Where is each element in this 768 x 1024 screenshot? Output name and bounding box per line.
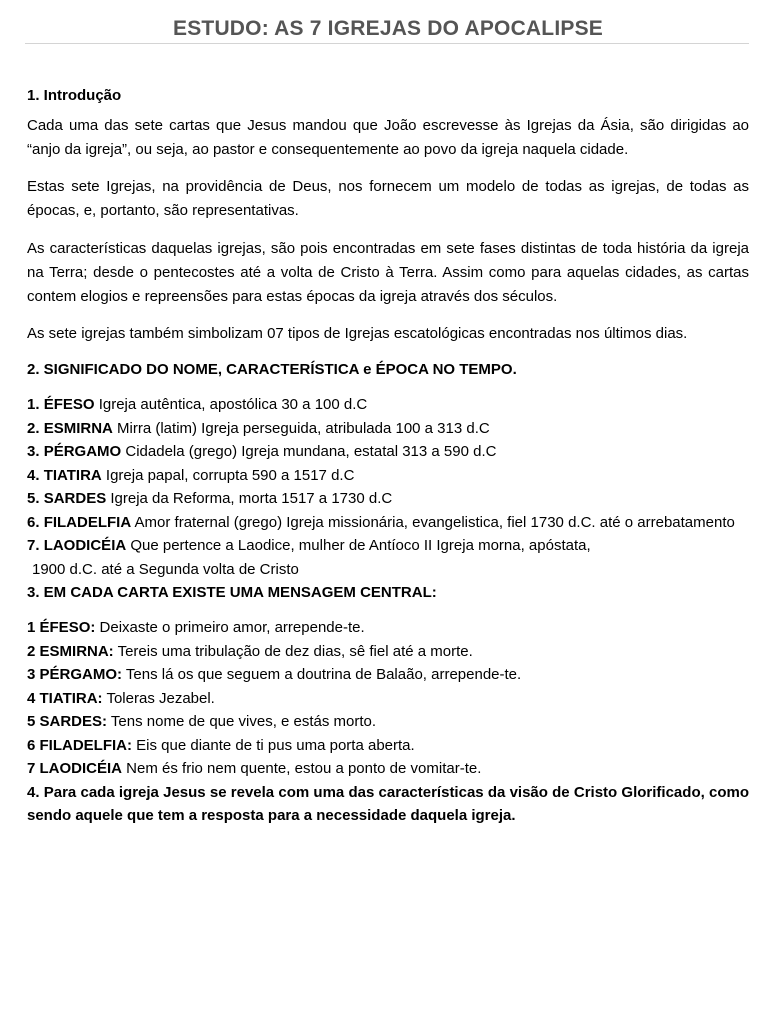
- church-name: PÉRGAMO:: [39, 666, 123, 683]
- list-item: [27, 640, 749, 664]
- section-1-heading: 1. Introdução: [27, 87, 122, 104]
- list-item: [27, 687, 749, 711]
- section-4-paragraph: 4. Para cada igreja Jesus se revela com uma das características da visão de Cristo Glorificado, como sendo aquele que tem a resposta para a necessidade daquela igreja.: [27, 783, 749, 824]
- item-number: 7: [27, 760, 36, 777]
- church-name: PÉRGAMO: [43, 443, 122, 460]
- central-messages-list: [27, 616, 749, 781]
- item-number: 2: [27, 642, 36, 660]
- church-name: LAODICÉIA: [39, 760, 123, 777]
- item-number: 3.: [27, 443, 40, 460]
- intro-paragraph-4: As sete igrejas também simbolizam 07 tipos de Igrejas escatológicas encontradas nos últimos dias.: [27, 325, 688, 342]
- church-message: Tens lá os que seguem a doutrina de Balaão, arrepende-te.: [122, 666, 522, 683]
- church-description: Amor fraternal (grego) Igreja missionária, evangelistica, fiel 1730 d.C. até o arrebatamento: [131, 513, 735, 531]
- item-number: 2.: [27, 419, 40, 437]
- church-message: Eis que diante de ti pus uma porta aberta.: [132, 736, 415, 754]
- list-item: [27, 440, 749, 464]
- item-number: 6: [27, 736, 36, 754]
- church-name: FILADELFIA: [43, 513, 132, 531]
- list-item: [27, 710, 749, 734]
- section-3-heading: 3. EM CADA CARTA EXISTE UMA MENSAGEM CENTRAL:: [27, 584, 437, 601]
- list-item: [27, 511, 749, 535]
- church-name: SARDES: [43, 490, 107, 507]
- church-description: Que pertence a Laodice, mulher de Antíoco II Igreja morna, apóstata,: [126, 537, 591, 554]
- church-message: Nem és frio nem quente, estou a ponto de vomitar-te.: [122, 760, 482, 777]
- church-description: Igreja papal, corrupta 590 a 1517 d.C: [101, 466, 355, 484]
- church-message: Toleras Jezabel.: [102, 689, 215, 707]
- page-title: ESTUDO: AS 7 IGREJAS DO APOCALIPSE: [173, 17, 603, 40]
- item-number: 6.: [27, 513, 40, 531]
- item-number: 4: [27, 689, 36, 707]
- item-number: 3: [27, 666, 36, 683]
- item-number: 1: [27, 619, 36, 636]
- list-item: [27, 393, 749, 417]
- list-item: [27, 616, 749, 640]
- intro-paragraph-2: Estas sete Igrejas, na providência de Deus, nos fornecem um modelo de todas as igrejas, de todas as épocas, e, portanto, são representativas.: [27, 178, 749, 219]
- church-name: ÉFESO: [43, 396, 95, 413]
- church-description: Igreja autêntica, apostólica 30 a 100 d.C: [94, 396, 368, 413]
- list-item: [27, 534, 749, 581]
- church-name: TIATIRA: [43, 466, 102, 484]
- church-name: LAODICÉIA: [43, 537, 127, 554]
- list-item: [27, 464, 749, 488]
- church-message: Tereis uma tribulação de dez dias, sê fiel até a morte.: [113, 642, 473, 660]
- church-description: Igreja da Reforma, morta 1517 a 1730 d.C: [106, 490, 393, 507]
- church-description: Cidadela (grego) Igreja mundana, estatal 313 a 590 d.C: [121, 443, 497, 460]
- church-name: FILADELFIA:: [39, 736, 132, 754]
- church-description-continuation: 1900 d.C. até a Segunda volta de Cristo: [32, 560, 299, 578]
- item-number: 5: [27, 713, 36, 730]
- intro-paragraph-3: As características daquelas igrejas, são pois encontradas em sete fases distintas de toda história da igreja na Terra; desde o pentecostes até a volta de Cristo à Terra. Assim como para aquelas cidades, as cartas contem elogios e repreensões para estas épocas da igreja através dos séculos.: [27, 240, 749, 305]
- church-name: ÉFESO:: [39, 619, 96, 636]
- list-item: [27, 734, 749, 758]
- item-number: 4.: [27, 466, 40, 484]
- item-number: 7.: [27, 537, 40, 554]
- title-divider: [25, 43, 749, 44]
- list-item: [27, 487, 749, 511]
- churches-timeline-list: [27, 393, 749, 581]
- church-message: Deixaste o primeiro amor, arrepende-te.: [95, 619, 365, 636]
- church-name: ESMIRNA: [43, 419, 113, 437]
- list-item: [27, 757, 749, 781]
- church-description: Mirra (latim) Igreja perseguida, atribulada 100 a 313 d.C: [112, 419, 490, 437]
- church-name: TIATIRA:: [39, 689, 103, 707]
- church-message: Tens nome de que vives, e estás morto.: [107, 713, 377, 730]
- list-item: [27, 417, 749, 441]
- church-name: SARDES:: [39, 713, 108, 730]
- section-2-heading: 2. SIGNIFICADO DO NOME, CARACTERÍSTICA e ÉPOCA NO TEMPO.: [27, 361, 517, 378]
- item-number: 5.: [27, 490, 40, 507]
- list-item: [27, 663, 749, 687]
- church-name: ESMIRNA:: [39, 642, 114, 660]
- item-number: 1.: [27, 396, 40, 413]
- intro-paragraph-1: Cada uma das sete cartas que Jesus mandou que João escrevesse às Igrejas da Ásia, são dirigidas ao “anjo da igreja”, ou seja, ao pastor e consequentemente ao povo da igreja naquela cidade.: [27, 117, 749, 158]
